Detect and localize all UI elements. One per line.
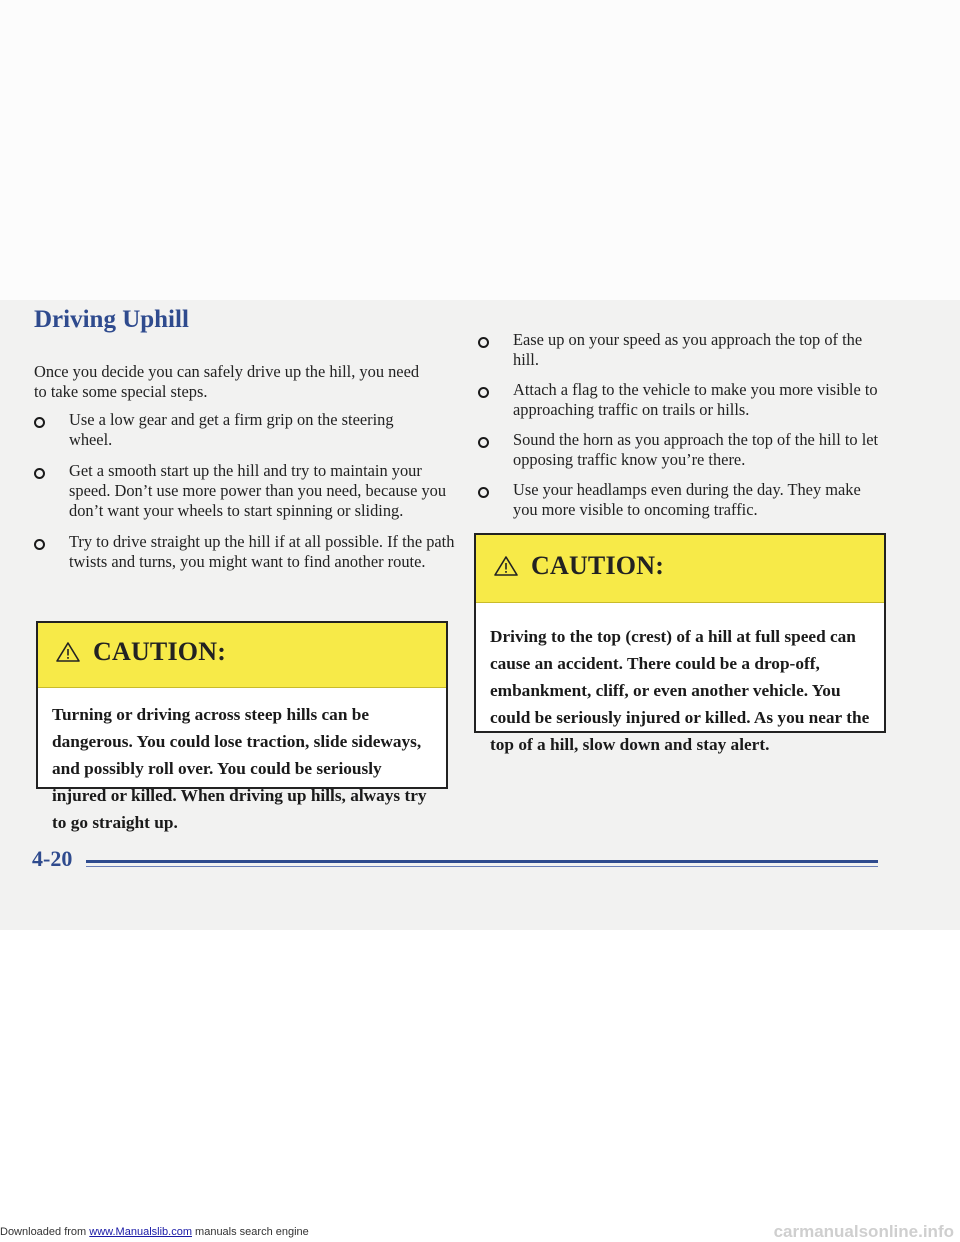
bullet-icon — [34, 539, 45, 550]
caution-header — [38, 623, 446, 688]
list-item — [34, 410, 409, 450]
page-rule — [86, 860, 878, 863]
list-item-text: Try to drive straight up the hill if at all possible. If the path twists and turns, you might want to find another route. — [69, 532, 455, 571]
download-footer — [0, 1222, 960, 1242]
caution-box — [36, 621, 448, 832]
list-item — [34, 532, 474, 572]
list-item-text: Use your headlamps even during the day. They make you more visible to oncoming traffic. — [513, 480, 861, 519]
caution-text: Turning or driving across steep hills can be dangerous. You could lose traction, slide sideways, and possibly roll over. You could be seriously injured or killed. When driving up hills, always try to go straight up. — [52, 705, 427, 832]
caution-text: Driving to the top (crest) of a hill at full speed can cause an accident. There could be a drop-off, embankment, cliff, or even another vehicle. You could be seriously injured or killed. As you near the top of a hill, slow down and stay alert. — [490, 627, 870, 754]
list-item-text: Get a smooth start up the hill and try to maintain your speed. Don’t use more power than you need, because you don’t want your wheels to start spinning or sliding. — [69, 461, 447, 520]
list-item-text: Sound the horn as you approach the top of the hill to let opposing traffic know you’re there. — [513, 430, 879, 469]
manualslib-link[interactable]: www.Manualslib.com — [89, 1226, 192, 1238]
section-title: Driving Uphill — [34, 306, 189, 333]
bullet-icon — [34, 417, 45, 428]
intro-paragraph: Once you decide you can safely drive up the hill, you need to take some special steps. — [34, 362, 420, 401]
warning-triangle-icon — [55, 641, 81, 668]
list-item — [478, 330, 888, 370]
caution-header — [476, 535, 884, 603]
bullet-icon — [478, 387, 489, 398]
manual-page — [0, 300, 960, 930]
list-item — [478, 380, 888, 420]
list-item — [34, 461, 454, 521]
top-margin — [0, 0, 960, 300]
page-number: 4-20 — [32, 846, 73, 871]
list-item-text: Ease up on your speed as you approach the top of the hill. — [513, 330, 863, 369]
list-item-text: Attach a flag to the vehicle to make you more visible to approaching traffic on trails or hills. — [513, 380, 878, 419]
left-bullet-list — [34, 410, 454, 572]
list-item — [478, 480, 888, 520]
warning-triangle-icon — [493, 555, 519, 582]
caution-title: CAUTION: — [93, 637, 227, 666]
footer-prefix: Downloaded from — [0, 1226, 90, 1238]
footer-text — [0, 1222, 309, 1242]
watermark-logo: carmanualsonline.info — [773, 1222, 954, 1241]
bullet-icon — [478, 437, 489, 448]
page-rule-thin — [86, 866, 878, 867]
list-item — [478, 430, 888, 470]
list-item-text: Use a low gear and get a firm grip on the steering wheel. — [69, 410, 394, 449]
right-bullet-list — [478, 330, 888, 520]
caution-title: CAUTION: — [531, 551, 665, 580]
caution-box — [474, 533, 886, 754]
bullet-icon — [478, 487, 489, 498]
bullet-icon — [478, 337, 489, 348]
bullet-icon — [34, 468, 45, 479]
footer-suffix: manuals search engine — [191, 1226, 309, 1238]
